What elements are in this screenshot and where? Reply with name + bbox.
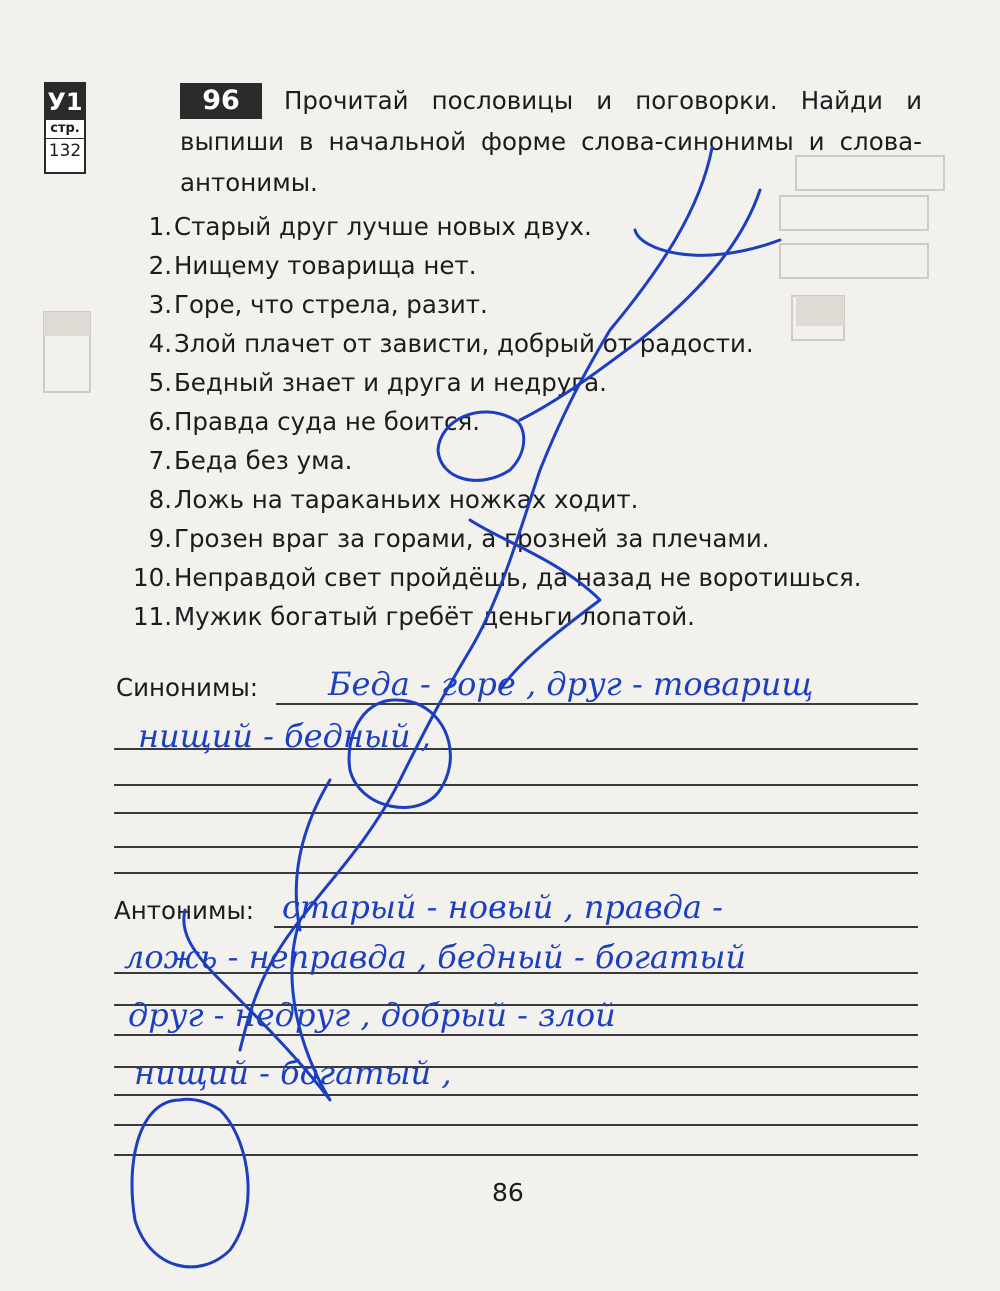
proverb-text: Мужик богатый гребёт деньги лопатой. [174,602,695,631]
handwritten-synonyms-line: нищий - бедный , [138,717,431,755]
proverb-text: Неправдой свет пройдёшь, да назад не воротишься. [174,563,862,592]
handwritten-antonyms-line: старый - новый , правда - [282,888,723,926]
proverb-text: Бедный знает и друга и недруга. [174,368,607,397]
proverb-item: 8.Ложь на тараканьих ножках ходит. [148,485,639,514]
proverb-text: Беда без ума. [174,446,353,475]
exercise-number: 96 [180,83,262,119]
answer-line [114,872,918,874]
answer-line [274,926,918,928]
antonyms-label: Антонимы: [114,896,255,925]
handwritten-synonyms-line: Беда - горе , друг - товарищ [328,665,814,703]
proverb-item: 1.Старый друг лучше новых двух. [148,212,592,241]
proverb-text: Ложь на тараканьих ножках ходит. [174,485,639,514]
proverb-text: Правда суда не боится. [174,407,481,436]
proverb-list [118,207,938,636]
proverb-item: 5.Бедный знает и друга и недруга. [148,368,607,397]
answer-line [114,1094,918,1096]
answer-line [114,784,918,786]
handwritten-antonyms-line: ложь - неправда , бедный - богатый [124,938,746,976]
proverb-item: 7.Беда без ума. [148,446,353,475]
page-number: 86 [492,1178,524,1207]
unit-label: У1 [46,84,84,120]
proverb-text: Злой плачет от зависти, добрый от радости. [174,329,754,358]
proverb-text: Горе, что стрела, разит. [174,290,488,319]
proverb-item: 10.Неправдой свет пройдёшь, да назад не воротишься. [133,563,862,592]
answer-line [114,1034,918,1036]
proverb-item: 2.Нищему товарища нет. [148,251,477,280]
textbook-reference-badge [44,82,86,174]
proverb-text: Старый друг лучше новых двух. [174,212,592,241]
proverb-text: Нищему товарища нет. [174,251,477,280]
answer-line [114,1154,918,1156]
proverb-item: 4.Злой плачет от зависти, добрый от радости. [148,329,754,358]
answer-line [276,703,918,705]
reference-page-number: 132 [46,138,84,163]
handwritten-antonyms-line: нищий - богатый , [134,1054,452,1092]
answer-line [114,1124,918,1126]
exercise-instruction: Прочитай пословицы и поговорки. Найди и выпиши в начальной форме слова-синонимы и слова-антонимы. [180,86,922,197]
proverb-item: 9.Грозен враг за горами, а грозней за плечами. [148,524,770,553]
synonyms-label: Синонимы: [116,673,259,702]
answer-line [114,846,918,848]
proverb-item: 3.Горе, что стрела, разит. [148,290,488,319]
proverb-item: 6.Правда суда не боится. [148,407,481,436]
proverb-item: 11.Мужик богатый гребёт деньги лопатой. [133,602,695,631]
page-abbrev: стр. [50,121,80,136]
proverb-text: Грозен враг за горами, а грозней за плечами. [174,524,770,553]
handwritten-antonyms-line: друг - недруг , добрый - злой [128,996,616,1034]
answer-line [114,812,918,814]
